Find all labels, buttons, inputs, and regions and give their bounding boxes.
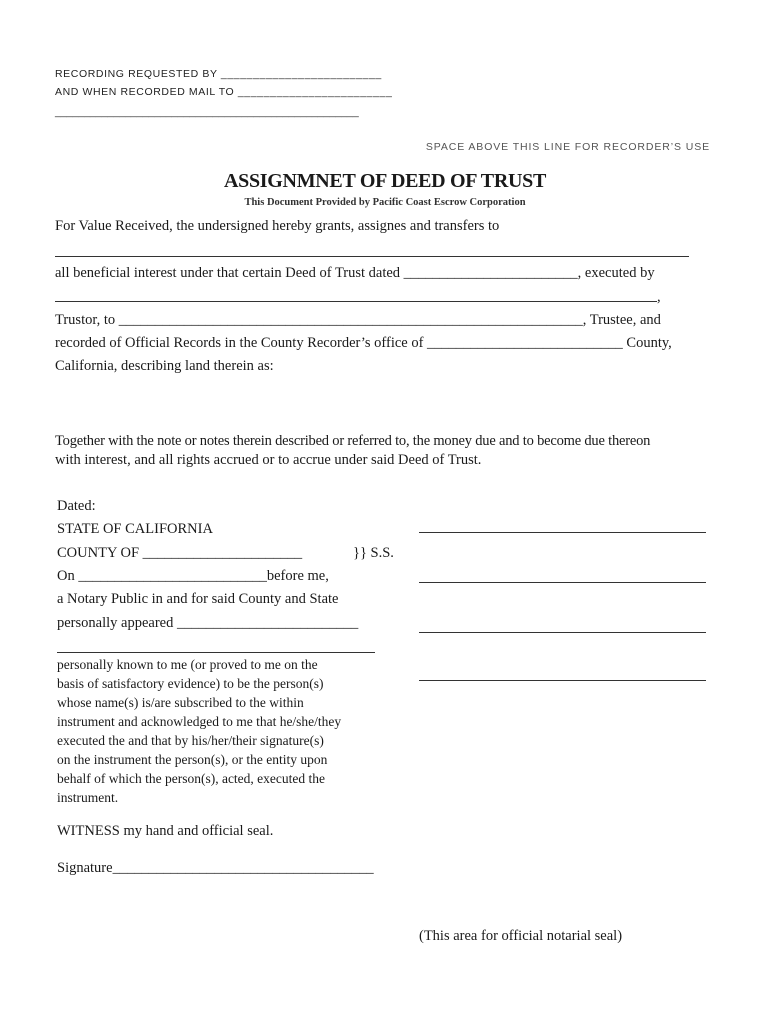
trustor-blank <box>55 301 657 302</box>
acknowledgment-line: whose name(s) is/are subscribed to the within <box>57 695 304 710</box>
acknowledgment-paragraph <box>57 655 341 807</box>
beneficial-interest-line: all beneficial interest under that certain Deed of Trust dated ________________________, executed by <box>55 265 655 281</box>
acknowledgment-line: executed the and that by his/her/their signature(s) <box>57 733 324 748</box>
dated-label: Dated: <box>57 498 96 514</box>
acknowledgment-line: personally known to me (or proved to me on the <box>57 657 318 672</box>
recording-requested-by: RECORDING REQUESTED BY _________________________ <box>55 68 382 80</box>
trustor-comma: , <box>657 289 661 305</box>
acknowledgment-line: instrument. <box>57 790 119 805</box>
ss-label: }} S.S. <box>353 545 394 561</box>
appeared-name-blank <box>57 652 375 653</box>
document-subtitle: This Document Provided by Pacific Coast Escrow Corporation <box>244 197 526 208</box>
when-recorded-mail-to: AND WHEN RECORDED MAIL TO ________________________ <box>55 86 393 98</box>
recorder-use-label: SPACE ABOVE THIS LINE FOR RECORDER’S USE <box>425 141 710 153</box>
notary-public-line: a Notary Public in and for said County and State <box>57 591 339 607</box>
acknowledgment-line: on the instrument the person(s), or the entity upon <box>57 752 328 767</box>
land-description-line: California, describing land therein as: <box>55 358 274 374</box>
state-label: STATE OF CALIFORNIA <box>57 521 213 537</box>
signature-blank-4 <box>419 680 706 681</box>
recorded-line: recorded of Official Records in the County Recorder’s office of ___________________________ County, <box>55 335 672 351</box>
trustee-line: Trustor, to ________________________________________________________________, Trustee, and <box>55 312 661 328</box>
witness-line: WITNESS my hand and official seal. <box>57 823 274 839</box>
assignment-line: For Value Received, the undersigned hereby grants, assignes and transfers to <box>55 218 500 234</box>
signature-blank-1 <box>419 532 706 533</box>
together-line-2: with interest, and all rights accrued or to accrue under said Deed of Trust. <box>55 452 482 468</box>
acknowledgment-line: instrument and acknowledged to me that he/she/they <box>57 714 342 729</box>
together-line-1: Together with the note or notes therein described or referred to, the money due and to become due thereon <box>55 433 651 449</box>
acknowledgment-line: behalf of which the person(s), acted, executed the <box>57 771 326 786</box>
document-title: ASSIGNMNET OF DEED OF TRUST <box>224 170 546 192</box>
county-label: COUNTY OF ______________________ <box>57 545 303 561</box>
acknowledgment-line: basis of satisfactory evidence) to be the person(s) <box>57 676 324 691</box>
on-date-line: On __________________________before me, <box>57 568 329 584</box>
signature-line: Signature____________________________________ <box>57 860 374 876</box>
signature-blank-2 <box>419 582 706 583</box>
mail-address-blank: ____________________________________________________ <box>55 106 359 118</box>
signature-blank-3 <box>419 632 706 633</box>
assignee-blank <box>55 256 689 257</box>
personally-appeared-line: personally appeared _________________________ <box>57 615 359 631</box>
notarial-seal-area: (This area for official notarial seal) <box>419 928 623 944</box>
